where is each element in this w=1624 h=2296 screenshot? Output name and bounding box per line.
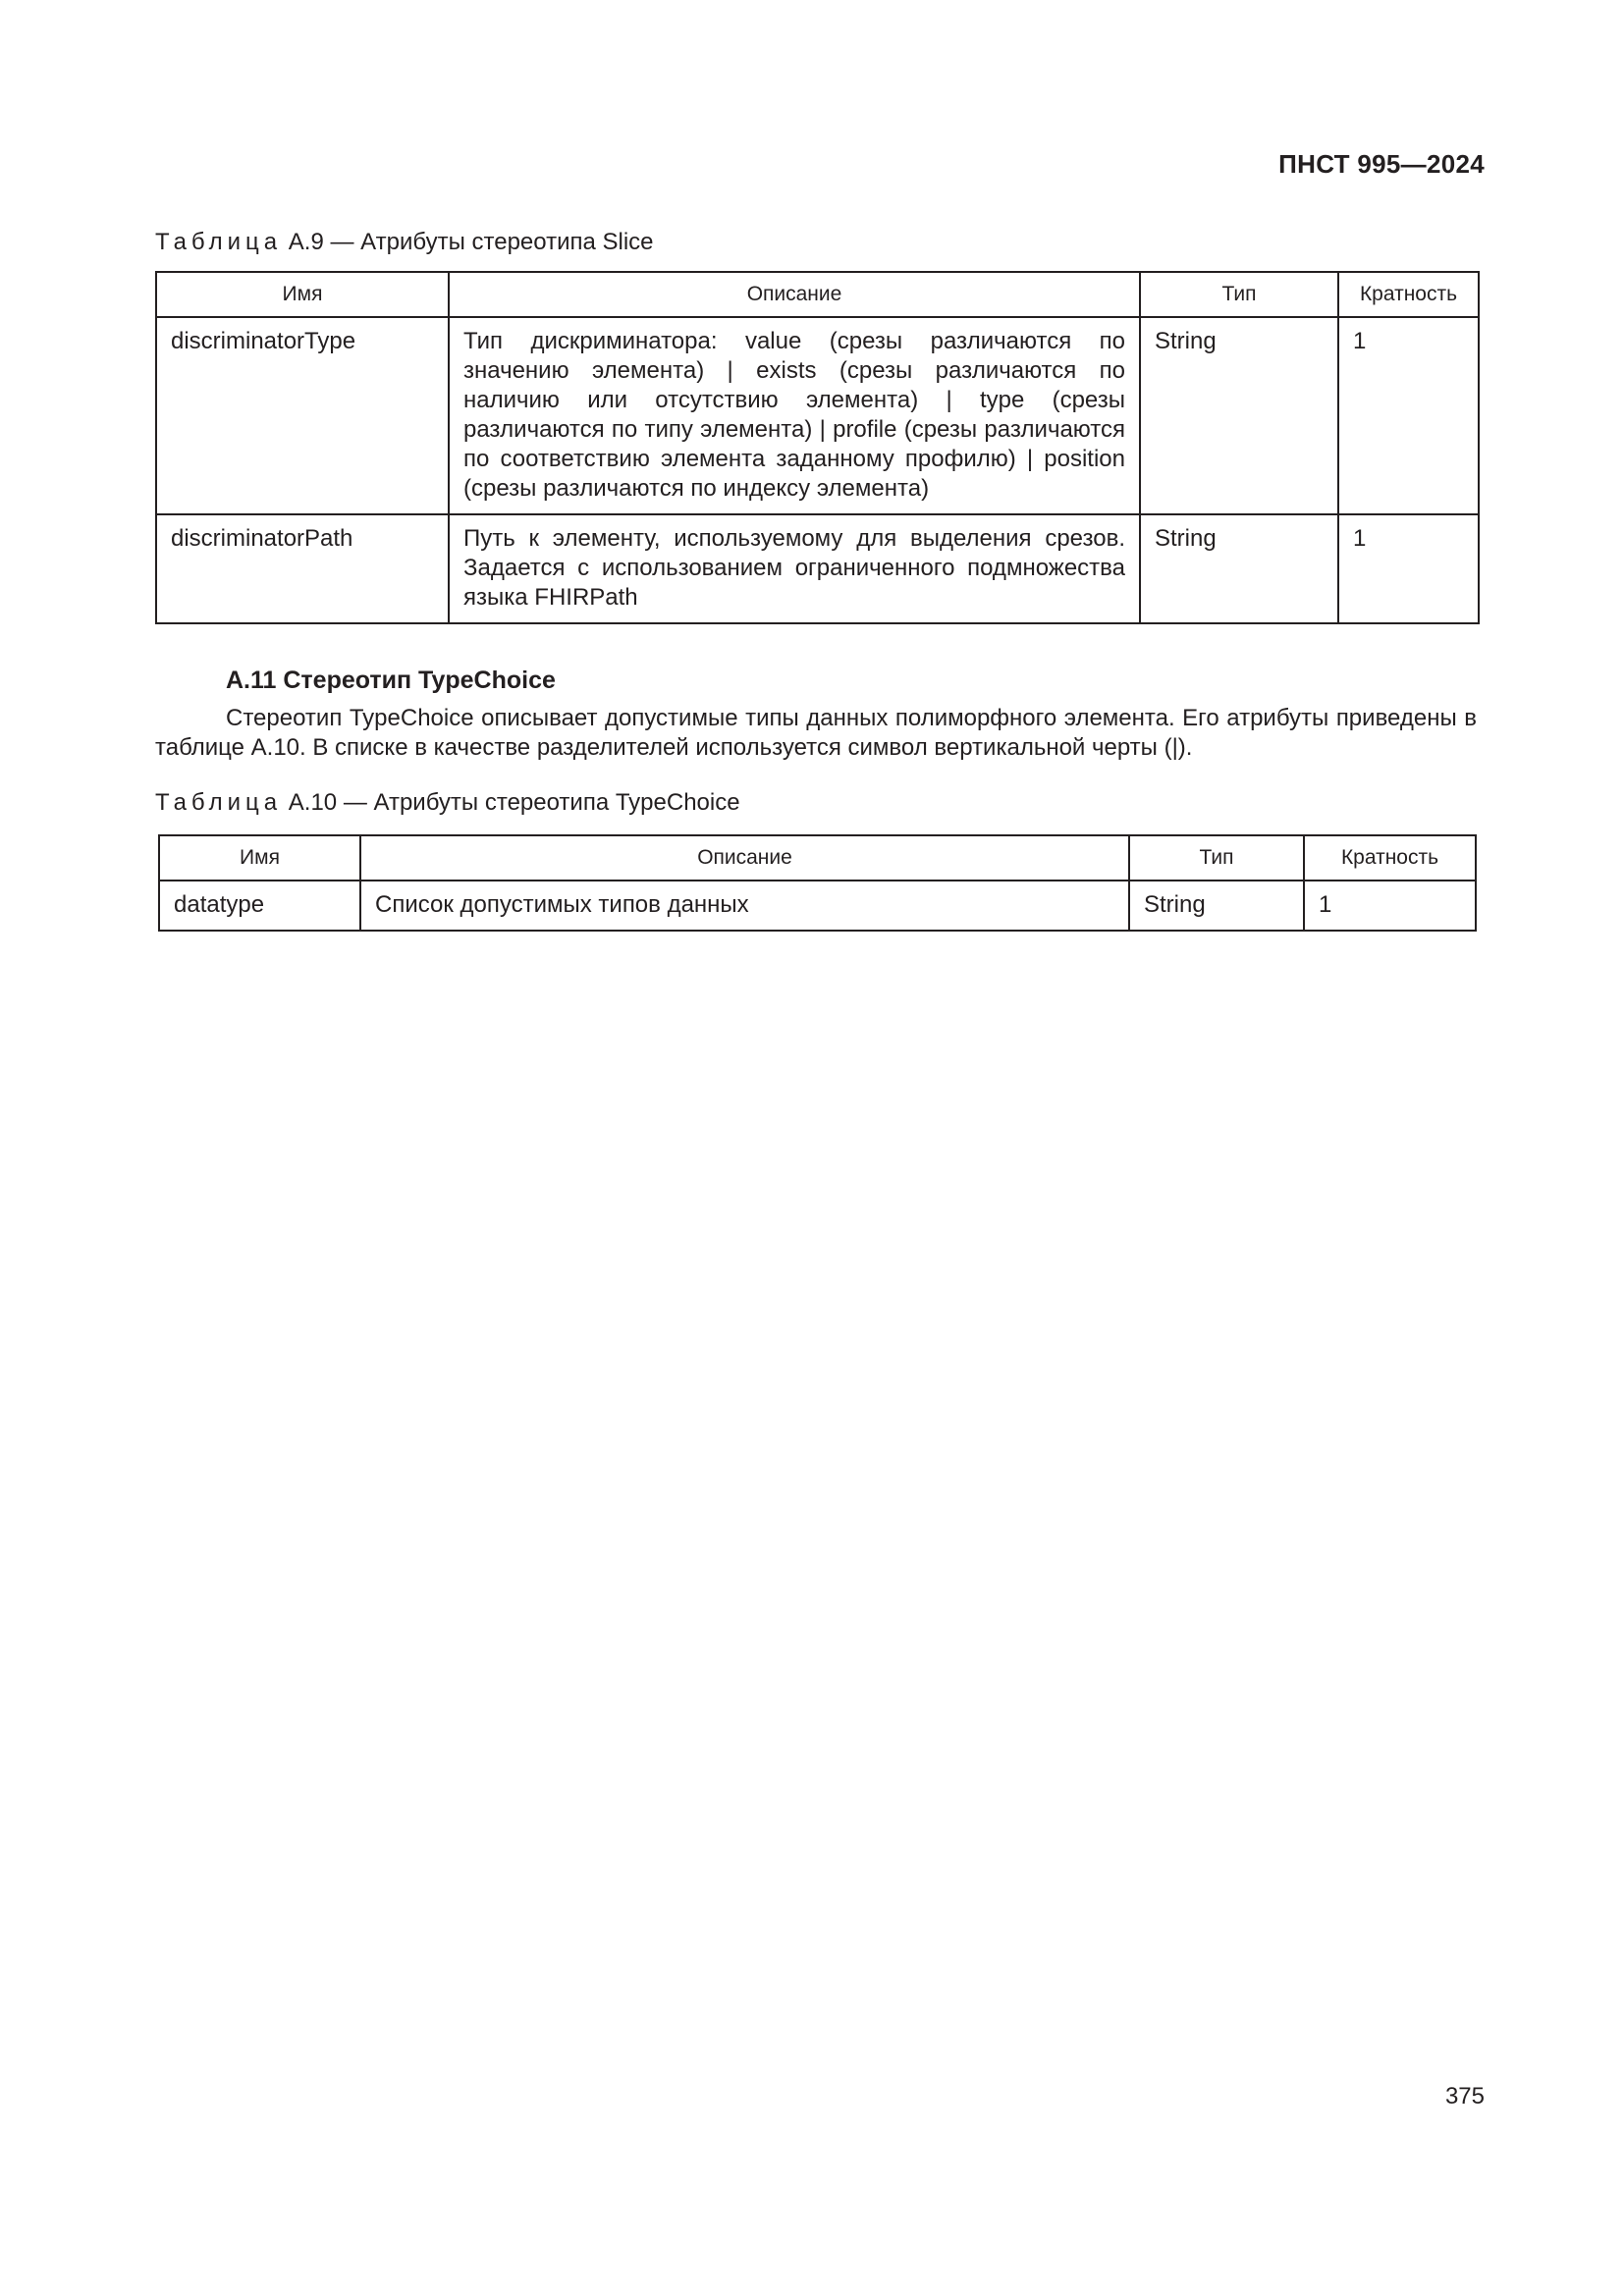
cell-name: discriminatorPath <box>156 514 449 623</box>
cell-multiplicity: 1 <box>1338 514 1479 623</box>
document-code: ПНСТ 995—2024 <box>1278 149 1485 179</box>
cell-description: Список допустимых типов данных <box>360 881 1129 931</box>
cell-type: String <box>1140 514 1338 623</box>
table-a10-header-row <box>159 835 1476 881</box>
cell-name: discriminatorType <box>156 317 449 514</box>
table-a10 <box>158 834 1477 932</box>
table-a10-header-multiplicity: Кратность <box>1304 835 1476 881</box>
section-heading: A.11 Стереотип TypeChoice <box>226 667 556 694</box>
table-a9-caption <box>155 228 654 257</box>
cell-type: String <box>1140 317 1338 514</box>
page-number: 375 <box>1444 2083 1485 2109</box>
cell-type: String <box>1129 881 1304 931</box>
cell-description: Путь к элементу, используемому для выделения срезов. Задается с использованием ограниченного подмножества языка FHIRPath <box>449 514 1140 623</box>
table-row <box>156 514 1479 623</box>
cell-multiplicity: 1 <box>1304 881 1476 931</box>
table-a10-caption <box>155 788 740 818</box>
table-a9-caption-text: A.9 — Атрибуты стереотипа Slice <box>288 229 654 255</box>
table-a10-caption-text: A.10 — Атрибуты стереотипа TypeChoice <box>288 789 740 816</box>
table-a9-caption-prefix: Таблица <box>155 229 283 255</box>
table-a9-header-row <box>156 272 1479 317</box>
table-a10-header-name: Имя <box>159 835 360 881</box>
cell-description: Тип дискриминатора: value (срезы различаются по значению элемента) | exists (срезы различаются по наличию или отсутствию элемента) | type (срезы различаются по типу элемента) | profile (срезы различаются по соответствию элемента заданному профилю) | position (срезы различаются по индексу элемента) <box>449 317 1140 514</box>
table-a9 <box>155 271 1480 624</box>
cell-multiplicity: 1 <box>1338 317 1479 514</box>
table-row <box>156 317 1479 514</box>
table-a9-header-name: Имя <box>156 272 449 317</box>
table-a10-header-description: Описание <box>360 835 1129 881</box>
table-a10-caption-prefix: Таблица <box>155 789 283 816</box>
table-row <box>159 881 1476 931</box>
table-a9-header-multiplicity: Кратность <box>1338 272 1479 317</box>
section-paragraph: Стереотип TypeChoice описывает допустимые типы данных полиморфного элемента. Его атрибуты приведены в таблице A.10. В списке в качестве разделителей используется символ вертикальной черты (|). <box>155 705 1477 761</box>
table-a9-header-type: Тип <box>1140 272 1338 317</box>
table-a9-header-description: Описание <box>449 272 1140 317</box>
cell-name: datatype <box>159 881 360 931</box>
table-a10-header-type: Тип <box>1129 835 1304 881</box>
